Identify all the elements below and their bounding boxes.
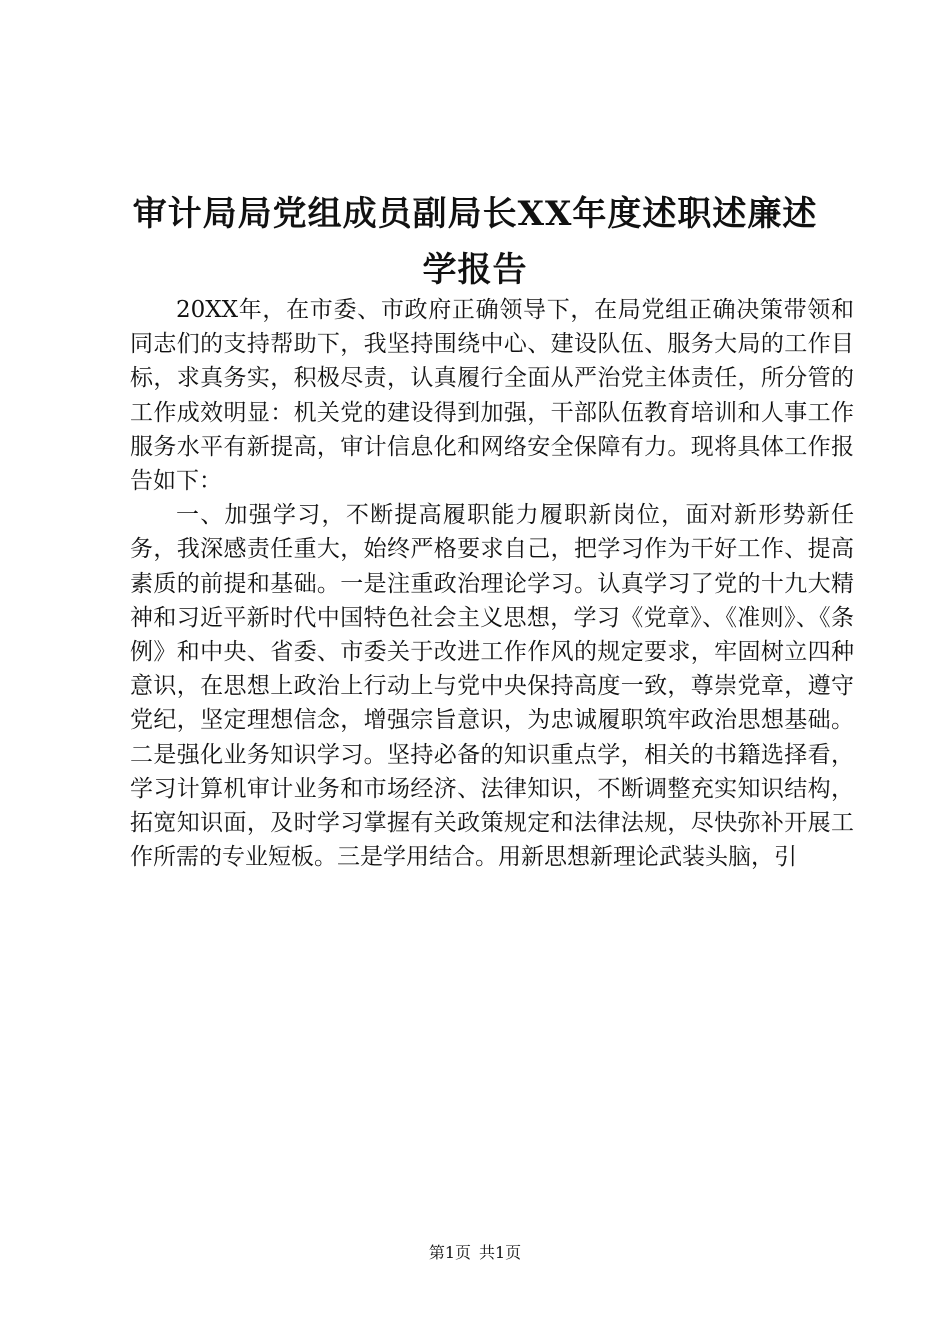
document-title: 审计局局党组成员副局长XX年度述职述廉述学报告 bbox=[132, 194, 818, 290]
paragraph-section-one: 一、加强学习，不断提高履职能力履职新岗位，面对新形势新任务，我深感责任重大，始终严格要求自己，把学习作为干好工作、提高素质的前提和基础。一是注重政治理论学习。认真学习了党的十九大精神和习近平新时代中国特色社会主义思想，学习《党章》、《准则》、《条例》和中央、省委、市委关于改进工作作风的规定要求，牢固树立四种意识，在思想上政治上行动上与党中央保持高度一致，尊崇党章，遵守党纪，坚定理想信念，增强宗旨意识，为忠诚履职筑牢政治思想基础。二是强化业务知识学习。坚持必备的知识重点学，相关的书籍选择看，学习计算机审计业务和市场经济、法律知识，不断调整充实知识结构，拓宽知识面，及时学习掌握有关政策规定和法律法规，尽快弥补开展工作所需的专业短板。三是学用结合。用新思想新理论武装头脑，引 bbox=[130, 502, 854, 871]
page-number: 第1页 bbox=[428, 1243, 471, 1262]
page-footer bbox=[0, 1242, 950, 1264]
paragraph-intro: 20XX年，在市委、市政府正确领导下，在局党组正确决策带领和同志们的支持帮助下，我坚持围绕中心、建设队伍、服务大局的工作目标，求真务实，积极尽责，认真履行全面从严治党主体责任，所分管的工作成效明显：机关党的建设得到加强，干部队伍教育培训和人事工作服务水平有新提高，审计信息化和网络安全保障有力。现将具体工作报告如下： bbox=[130, 297, 854, 495]
document-body bbox=[130, 293, 854, 874]
page-count: 共1页 bbox=[479, 1243, 522, 1262]
